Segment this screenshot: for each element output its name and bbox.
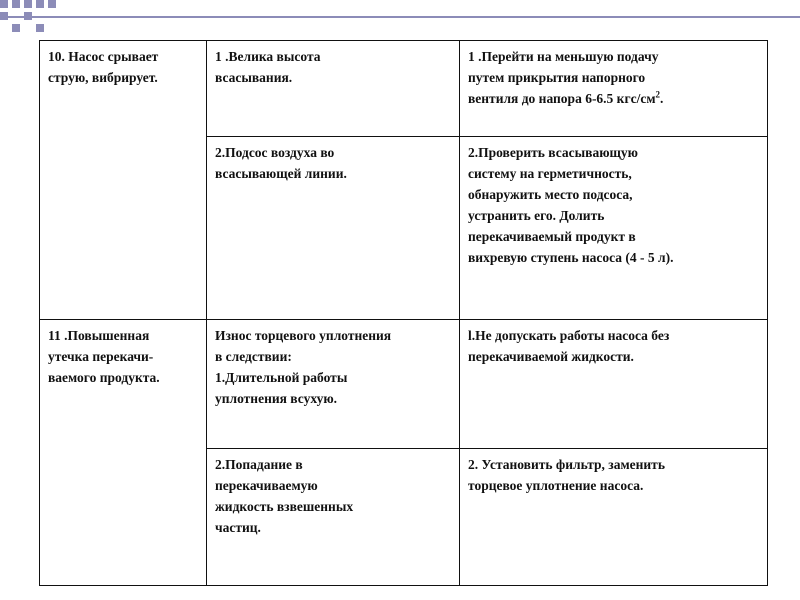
fault-cell: 10. Насос срывает струю, вибрирует. [40, 41, 207, 320]
fault-cell: 11 .Повышенная утечка перекачи- ваемого продукта. [40, 320, 207, 586]
decorative-squares [0, 0, 60, 40]
decorative-line [0, 16, 800, 18]
deco-square [0, 0, 8, 8]
deco-square [12, 0, 20, 8]
cause-cell: 2.Подсос воздуха во всасывающей линии. [207, 137, 460, 320]
superscript: 2 [655, 89, 661, 100]
remedy-cell [460, 41, 768, 137]
deco-square [12, 24, 20, 32]
cause-cell: 1 .Велика высота всасывания. [207, 41, 460, 137]
troubleshooting-table [39, 40, 768, 586]
table-row [40, 320, 768, 449]
table-row [40, 41, 768, 137]
deco-square [36, 24, 44, 32]
remedy-text-end: . [660, 91, 664, 106]
remedy-text: 1 .Перейти на меньшую подачу путем прикрытия напорного вентиля до напора 6-6.5 кгс/см [468, 49, 659, 106]
cause-cell: Износ торцевого уплотнения в следствии: 1.Длительной работы уплотнения всухую. [207, 320, 460, 449]
remedy-cell: 2.Проверить всасывающую систему на герметичность, обнаружить место подсоса, устранить его. Долить перекачиваемый продукт в вихревую ступень насоса (4 - 5 л). [460, 137, 768, 320]
remedy-cell: 2. Установить фильтр, заменить торцевое уплотнение насоса. [460, 449, 768, 586]
cause-cell: 2.Попадание в перекачиваемую жидкость взвешенных частиц. [207, 449, 460, 586]
deco-square [24, 0, 32, 8]
deco-square [36, 0, 44, 8]
deco-square [48, 0, 56, 8]
remedy-cell: l.Не допускать работы насоса без перекачиваемой жидкости. [460, 320, 768, 449]
